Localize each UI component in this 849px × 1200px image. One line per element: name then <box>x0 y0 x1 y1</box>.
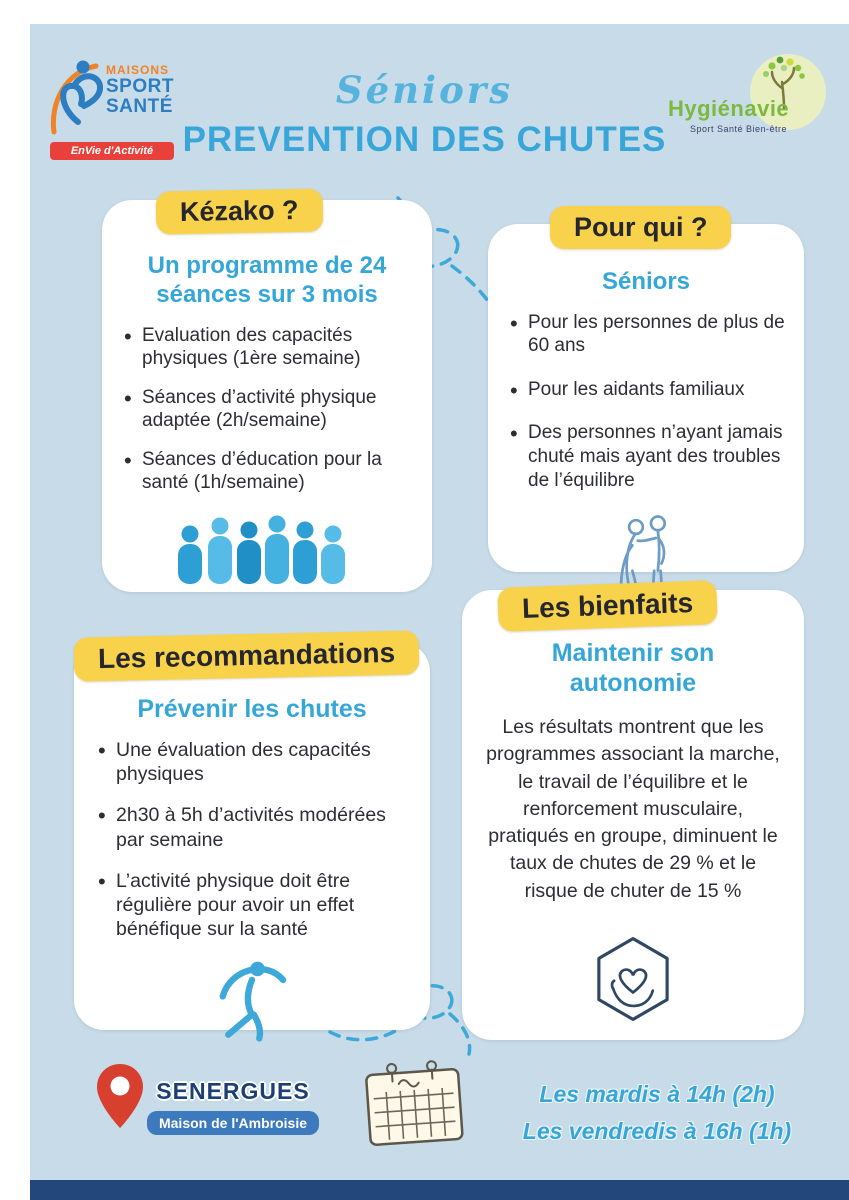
bullet-item: • Séances d’éducation pour la santé (1h/semaine) <box>120 448 414 495</box>
logo-line-sport: SPORT <box>106 75 174 97</box>
page-title: PREVENTION DES CHUTES <box>182 120 667 159</box>
stretching-person-icon <box>204 958 300 1047</box>
card-recommandations-bullet-list <box>92 738 412 958</box>
card-bienfaits-title-pill: Les bienfaits <box>497 580 718 632</box>
footer-schedule <box>492 1076 822 1150</box>
schedule-line-1: Les mardis à 14h (2h) <box>539 1081 775 1107</box>
logo-line-sante: SANTÉ <box>106 95 173 117</box>
bullet-item: • Séances d’activité physique adaptée (2h/semaine) <box>120 386 414 433</box>
card-recommandations <box>74 636 430 1030</box>
hygienavie-logo-tagline: Sport Santé Bien-être <box>690 124 788 134</box>
card-recommandations-heading: Prévenir les chutes <box>137 695 367 723</box>
bullet-item: • Une évaluation des capacités physiques <box>94 738 410 786</box>
bullet-item: • Pour les aidants familiaux <box>506 378 786 402</box>
card-recommandations-title-pill: Les recommandations <box>74 630 420 681</box>
calendar-icon <box>359 1052 469 1151</box>
card-bienfaits-heading: Maintenir son autonomie <box>551 639 715 697</box>
bullet-item: • L’activité physique doit être régulière pour avoir un effet bénéfique sur la santé <box>94 869 410 942</box>
card-bienfaits-body: Les résultats montrent que les programmes associant la marche, le travail de l’équilibre et le renforcement musculaire, pratiqués en groupe, diminuent le taux de chutes de 29 % et le risque de chuter de 15 % <box>486 716 780 902</box>
logo-line-maisons: MAISONS <box>106 63 170 77</box>
hygienavie-logo-name: Hygiénavie <box>668 96 790 121</box>
envie-activite-banner: EnVie d'Activité <box>50 142 174 160</box>
footer-location <box>138 1078 328 1135</box>
card-pour-qui <box>488 212 804 572</box>
card-kezako-title-pill: Kézako ? <box>156 189 323 235</box>
card-kezako <box>102 194 432 592</box>
schedule-line-2: Les vendredis à 16h (1h) <box>522 1118 792 1144</box>
card-pour-qui-title-pill: Pour qui ? <box>550 206 731 249</box>
bullet-item: • Evaluation des capacités physiques (1ère semaine) <box>120 324 414 371</box>
heart-in-hand-icon <box>591 935 675 1028</box>
bullet-item: • Des personnes n’ayant jamais chuté mais ayant des troubles de l’équilibre <box>506 421 786 492</box>
card-pour-qui-heading: Séniors <box>601 268 691 295</box>
card-pour-qui-bullet-list <box>504 311 788 512</box>
hygienavie-logo <box>668 58 824 152</box>
bullet-item: • 2h30 à 5h d’activités modérées par semaine <box>94 803 410 851</box>
card-kezako-heading: Un programme de 24 séances sur 3 mois <box>147 252 387 308</box>
location-name: SENERGUES <box>156 1078 310 1104</box>
bullet-item: • Pour les personnes de plus de 60 ans <box>506 311 786 358</box>
people-group-icon <box>172 510 362 591</box>
location-venue-badge: Maison de l'Ambroisie <box>147 1111 319 1135</box>
card-bienfaits <box>462 587 804 1040</box>
bottom-navy-bar <box>30 1180 849 1200</box>
script-subtitle: Séniors <box>335 68 514 112</box>
card-kezako-bullet-list <box>118 324 416 510</box>
